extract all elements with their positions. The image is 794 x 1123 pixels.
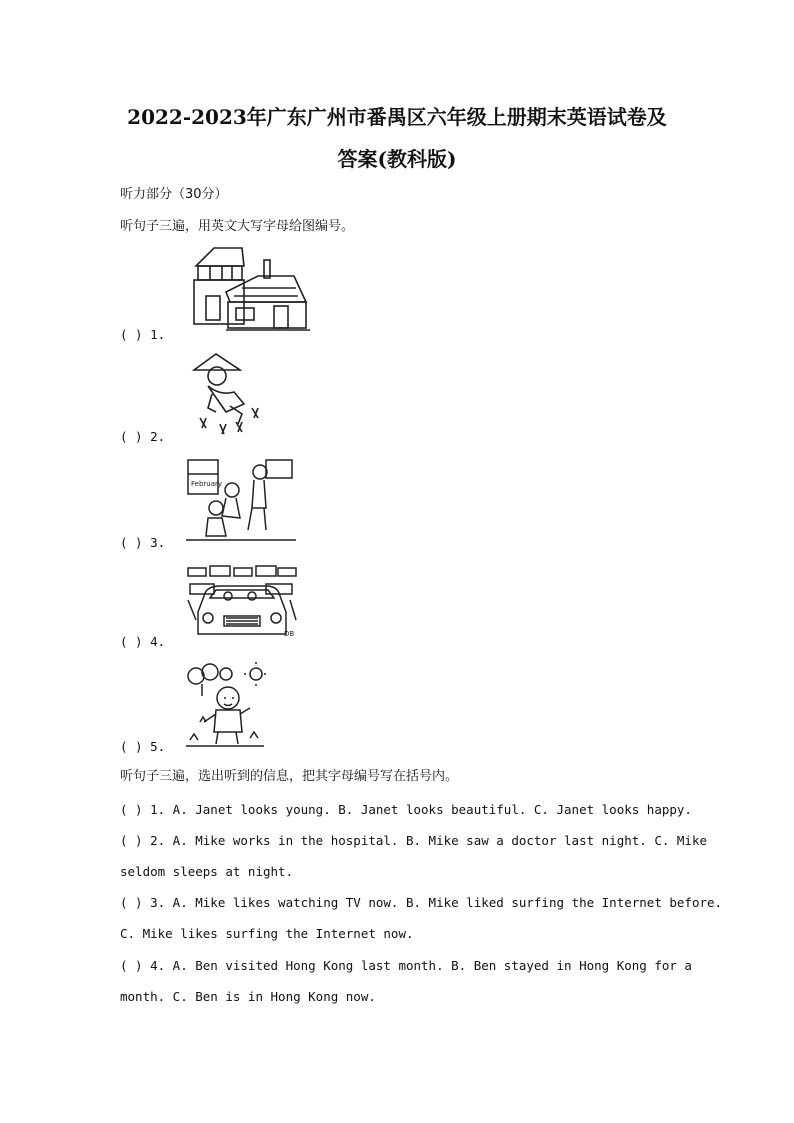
traffic-jam-icon [186,560,298,642]
part2-question-4-continued: month. C. Ben is in Hong Kong now. [120,989,376,1004]
part2-question-3: ( ) 3. A. Mike likes watching TV now. B. Mike liked surfing the Internet before. [120,895,723,910]
part2-question-4: ( ) 4. A. Ben visited Hong Kong last month. B. Ben stayed in Hong Kong for a [120,958,692,973]
part1-item-5-label: ( ) 5. [120,739,166,754]
part2-question-1: ( ) 1. A. Janet looks young. B. Janet looks beautiful. C. Janet looks happy. [120,802,692,817]
farmer-planting-icon [186,352,276,438]
part1-item-3-label: ( ) 3. [120,535,166,550]
part2-question-2-continued: seldom sleeps at night. [120,864,294,879]
svg-text:February: February [191,480,223,488]
part1-item-2-label: ( ) 2. [120,429,166,444]
section-heading: 听力部分（30分） [120,187,228,202]
houses-icon [186,244,314,334]
page-title: 2022-2023年广东广州市番禺区六年级上册期末英语试卷及 [127,105,667,129]
page-title-continued: 答案(教科版) [337,147,457,171]
part2-question-3-continued: C. Mike likes surfing the Internet now. [120,926,414,941]
boy-in-garden-icon [186,662,266,748]
part2-question-2: ( ) 2. A. Mike works in the hospital. B. Mike saw a doctor last night. C. Mike [120,833,707,848]
svg-text:DB: DB [284,630,295,638]
part1-instruction: 听句子三遍，用英文大写字母给图编号。 [120,219,355,234]
february-family-icon [186,456,298,542]
part2-instruction: 听句子三遍，选出听到的信息，把其字母编号写在括号内。 [120,769,459,784]
part1-item-1-label: ( ) 1. [120,327,166,342]
part1-item-4-label: ( ) 4. [120,634,166,649]
